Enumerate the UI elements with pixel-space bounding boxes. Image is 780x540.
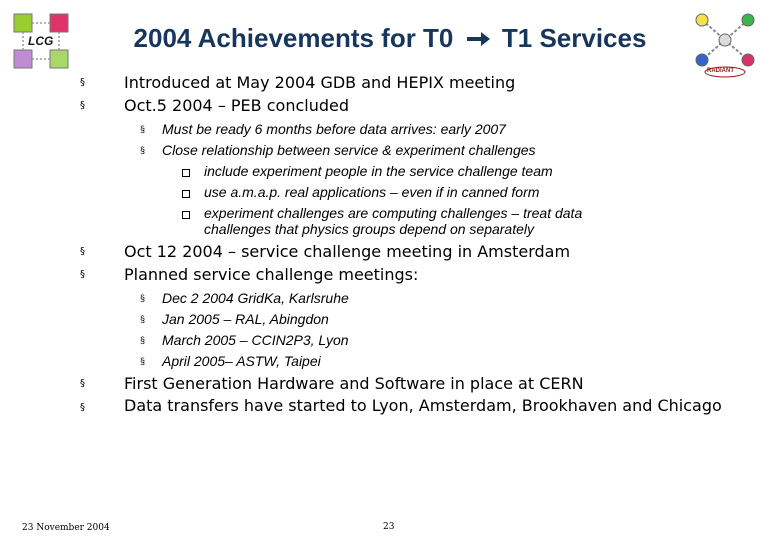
sub-bullet-text: April 2005– ASTW, Taipei (162, 353, 321, 369)
bullet-text: Oct 12 2004 – service challenge meeting in Amsterdam (124, 242, 571, 261)
slide-title (110, 22, 670, 54)
square-bullet-icon: § (140, 145, 146, 155)
square-bullet-icon: § (80, 378, 85, 389)
arrow-right-icon (465, 22, 491, 54)
sub-bullet-text: Close relationship between service & experiment challenges (162, 142, 536, 158)
square-bullet-icon: § (140, 314, 146, 324)
square-bullet-icon: § (140, 356, 146, 366)
sub-sub-bullet-text: experiment challenges are computing challenges – treat data challenges that physics groups depend on separately (204, 205, 583, 237)
radiant-logo-text: RADIANT (707, 68, 734, 74)
lcg-logo-text: LCG (28, 34, 54, 48)
sub-sub-bullet-text: include experiment people in the service challenge team (204, 163, 553, 179)
hollow-square-bullet-icon (182, 211, 190, 219)
footer-date: 23 November 2004 (22, 523, 110, 533)
hollow-square-bullet-icon (182, 169, 190, 177)
hollow-square-bullet-icon (182, 190, 190, 198)
sub-bullet-text: March 2005 – CCIN2P3, Lyon (162, 332, 349, 348)
square-bullet-icon: § (80, 402, 85, 413)
title-part-1: 2004 Achievements for T0 (133, 23, 454, 53)
bullet-text: Introduced at May 2004 GDB and HEPIX meeting (124, 73, 516, 92)
title-part-2: T1 Services (501, 23, 647, 53)
bullet-text: Planned service challenge meetings: (124, 265, 419, 284)
sub-bullet-text: Dec 2 2004 GridKa, Karlsruhe (162, 290, 349, 306)
square-bullet-icon: § (140, 124, 146, 134)
page-number: 23 (383, 522, 395, 532)
sub-bullet-text: Jan 2005 – RAL, Abingdon (162, 311, 329, 327)
square-bullet-icon: § (140, 335, 146, 345)
sub-sub-bullet-text: use a.m.a.p. real applications – even if in canned form (204, 184, 540, 200)
square-bullet-icon: § (80, 246, 85, 257)
bullet-text: Oct.5 2004 – PEB concluded (124, 96, 349, 115)
square-bullet-icon: § (80, 269, 85, 280)
bullet-text: First Generation Hardware and Software in place at CERN (124, 374, 584, 393)
sub-bullet-text: Must be ready 6 months before data arrives: early 2007 (162, 121, 506, 137)
square-bullet-icon: § (80, 100, 85, 111)
bullet-text: Data transfers have started to Lyon, Amsterdam, Brookhaven and Chicago (124, 396, 722, 415)
square-bullet-icon: § (140, 293, 146, 303)
square-bullet-icon: § (80, 77, 85, 88)
